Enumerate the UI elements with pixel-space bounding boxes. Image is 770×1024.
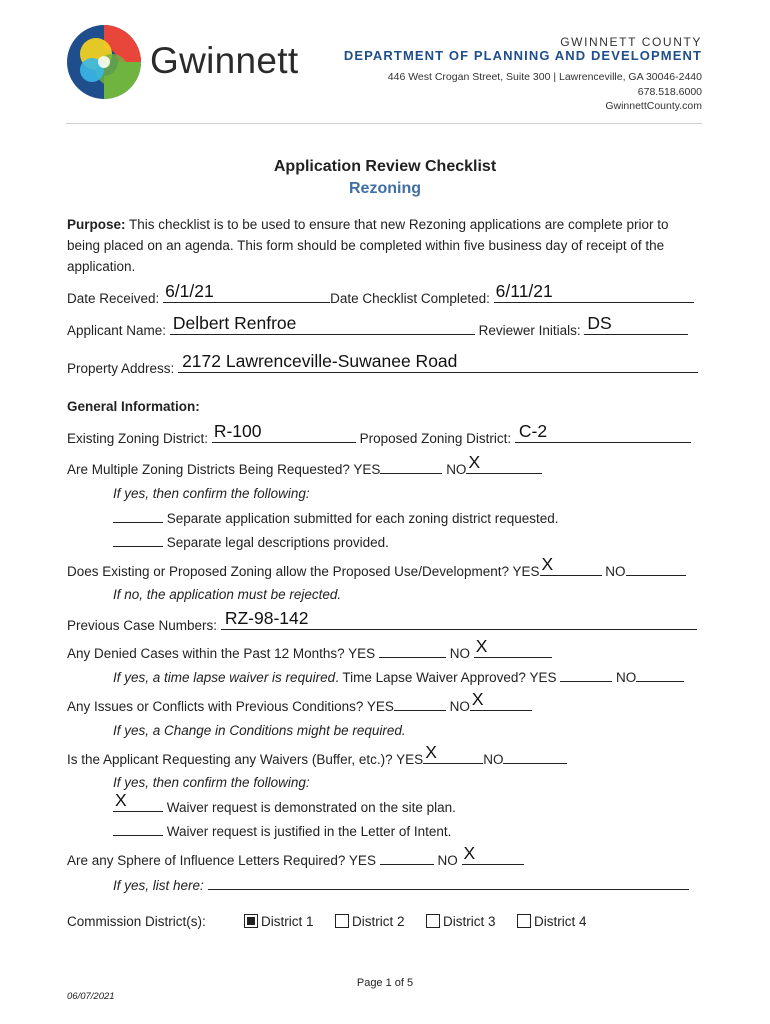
property-address-value: 2172 Lawrenceville-Suwanee Road: [182, 351, 458, 371]
sphere-no-label: NO: [437, 853, 458, 868]
separate-application-field[interactable]: [113, 510, 163, 523]
district-2-option[interactable]: [335, 914, 405, 929]
multiple-zoning-row: [67, 452, 542, 477]
department-website[interactable]: GwinnettCounty.com: [605, 100, 702, 112]
gwinnett-logo: [66, 24, 142, 100]
sphere-yes-field[interactable]: [380, 852, 434, 865]
separate-legal-text: Separate legal descriptions provided.: [166, 535, 389, 550]
allow-use-no-label: NO: [605, 564, 626, 579]
date-received-label: Date Received:: [67, 291, 160, 306]
district-2-label: District 2: [352, 914, 405, 929]
separate-application-text: Separate application submitted for each zoning district requested.: [166, 511, 559, 526]
existing-zoning-label: Existing Zoning District:: [67, 431, 209, 446]
district-3-option[interactable]: [426, 914, 496, 929]
time-lapse-row: [113, 669, 684, 685]
waivers-row: [67, 742, 567, 767]
denied-cases-no-label: NO: [449, 646, 470, 661]
waiver-letter-item: [113, 823, 451, 839]
date-received-value: 6/1/21: [165, 281, 214, 301]
date-completed-value: 6/11/21: [495, 281, 553, 301]
waiver-letter-field[interactable]: [113, 823, 163, 836]
if-yes-list-row: [113, 877, 689, 893]
denied-cases-row: [67, 636, 552, 661]
sphere-row: [67, 843, 524, 868]
district-1-checkbox[interactable]: [244, 914, 258, 928]
allow-use-yes-mark: X: [541, 554, 554, 574]
issues-yes-field[interactable]: [394, 698, 446, 711]
date-received-field[interactable]: [163, 281, 330, 303]
sphere-question: Are any Sphere of Influence Letters Required? YES: [67, 853, 376, 868]
previous-case-label: Previous Case Numbers:: [67, 618, 218, 633]
issues-no-label: NO: [449, 699, 470, 714]
county-name: GWINNETT COUNTY: [560, 35, 702, 49]
purpose-text: This checklist is to be used to ensure that new Rezoning applications are complete prior to being placed on an agenda. This form should be completed within five business day of receipt of the application.: [67, 217, 669, 274]
property-address-label: Property Address:: [67, 361, 175, 376]
multiple-zoning-no-field[interactable]: [466, 452, 542, 474]
time-lapse-no-field[interactable]: [636, 669, 684, 682]
waiver-letter-text: Waiver request is justified in the Letter of Intent.: [166, 824, 452, 839]
waivers-yes-field[interactable]: [423, 742, 483, 764]
separate-application-item: [113, 510, 559, 526]
district-1-label: District 1: [261, 914, 314, 929]
district-3-label: District 3: [443, 914, 496, 929]
waivers-yes-mark: X: [425, 742, 437, 762]
district-1-option[interactable]: [244, 914, 314, 929]
reviewer-initials-value: DS: [587, 313, 612, 333]
waiver-site-plan-item: [113, 790, 456, 815]
existing-zoning-field[interactable]: [212, 421, 356, 443]
waivers-no-field[interactable]: [503, 751, 567, 764]
allow-use-question: Does Existing or Proposed Zoning allow the Proposed Use/Development? YES: [67, 564, 540, 579]
allow-use-row: [67, 554, 686, 579]
department-name: DEPARTMENT OF PLANNING AND DEVELOPMENT: [343, 48, 702, 63]
denied-cases-question: Any Denied Cases within the Past 12 Months? YES: [67, 646, 376, 661]
multiple-zoning-question: Are Multiple Zoning Districts Being Requested? YES: [67, 462, 381, 477]
date-completed-field[interactable]: [494, 281, 694, 303]
time-lapse-note: If yes, a time lapse waiver is required: [113, 670, 336, 685]
page-title: Application Review Checklist: [273, 158, 497, 175]
existing-zoning-value: R-100: [213, 421, 262, 441]
previous-case-field[interactable]: [221, 608, 697, 630]
sphere-no-mark: X: [463, 843, 476, 863]
allow-use-no-field[interactable]: [626, 563, 686, 576]
if-yes-list-field[interactable]: [208, 877, 689, 890]
waiver-site-plan-text: Waiver request is demonstrated on the site plan.: [166, 800, 456, 815]
general-info-heading: General Information:: [67, 399, 200, 414]
issues-question: Any Issues or Conflicts with Previous Conditions? YES: [67, 699, 394, 714]
time-lapse-question: . Time Lapse Waiver Approved? YES: [335, 670, 557, 685]
if-yes-confirm-text: If yes, then confirm the following:: [113, 486, 310, 501]
department-address: 446 West Crogan Street, Suite 300 | Lawrenceville, GA 30046-2440: [387, 71, 702, 83]
applicant-name-field[interactable]: [170, 313, 475, 335]
logo-wordmark: Gwinnett: [150, 40, 299, 81]
denied-cases-yes-field[interactable]: [379, 645, 446, 658]
district-4-checkbox[interactable]: [517, 914, 531, 928]
multiple-zoning-no-mark: X: [468, 452, 481, 472]
header-divider: [66, 123, 702, 124]
if-yes-list-label: If yes, list here:: [113, 878, 204, 893]
proposed-zoning-field[interactable]: [515, 421, 691, 443]
waiver-site-plan-mark: X: [115, 790, 127, 810]
separate-legal-field[interactable]: [113, 534, 163, 547]
time-lapse-no-label: NO: [616, 670, 637, 685]
district-2-checkbox[interactable]: [335, 914, 349, 928]
multiple-zoning-no-label: NO: [446, 462, 467, 477]
sphere-no-field[interactable]: [462, 843, 524, 865]
waivers-question: Is the Applicant Requesting any Waivers (Buffer, etc.)? YES: [67, 752, 424, 767]
change-in-conditions-text: If yes, a Change in Conditions might be required.: [113, 723, 406, 738]
address-row: [67, 351, 698, 376]
applicant-name-label: Applicant Name:: [67, 323, 167, 338]
if-yes-confirm-waiver-text: If yes, then confirm the following:: [113, 775, 310, 790]
page-number: Page 1 of 5: [356, 977, 414, 989]
zoning-row: [67, 421, 691, 446]
if-no-reject-text: If no, the application must be rejected.: [113, 587, 342, 602]
date-completed-label: Date Checklist Completed:: [330, 291, 490, 306]
property-address-field[interactable]: [178, 351, 698, 373]
district-4-label: District 4: [534, 914, 587, 929]
previous-case-value: RZ-98-142: [224, 608, 309, 628]
denied-cases-no-mark: X: [475, 636, 488, 656]
previous-case-row: [67, 608, 697, 633]
district-4-option[interactable]: [517, 914, 587, 929]
waivers-no-label: NO: [483, 752, 504, 767]
applicant-row: [67, 313, 688, 338]
purpose-label: Purpose:: [67, 217, 126, 232]
proposed-zoning-value: C-2: [518, 421, 548, 441]
multiple-zoning-yes-field[interactable]: [380, 461, 442, 474]
purpose-paragraph: [67, 214, 703, 277]
issues-row: [67, 689, 532, 714]
issues-no-field[interactable]: [470, 689, 532, 711]
applicant-name-value: Delbert Renfroe: [172, 313, 297, 333]
proposed-zoning-label: Proposed Zoning District:: [359, 431, 512, 446]
department-phone: 678.518.6000: [637, 86, 702, 98]
district-3-checkbox[interactable]: [426, 914, 440, 928]
revision-date: 06/07/2021: [67, 991, 115, 1002]
separate-legal-item: [113, 534, 389, 550]
reviewer-initials-label: Reviewer Initials:: [478, 323, 581, 338]
allow-use-yes-field[interactable]: [540, 554, 602, 576]
reviewer-initials-field[interactable]: [584, 313, 688, 335]
waiver-site-plan-field[interactable]: [113, 790, 163, 812]
time-lapse-yes-field[interactable]: [560, 669, 612, 682]
issues-no-mark: X: [471, 689, 484, 709]
page-subtitle: Rezoning: [349, 180, 421, 197]
date-row: [67, 281, 694, 306]
commission-district-label: Commission District(s):: [67, 914, 206, 929]
denied-cases-no-field[interactable]: [474, 636, 552, 658]
